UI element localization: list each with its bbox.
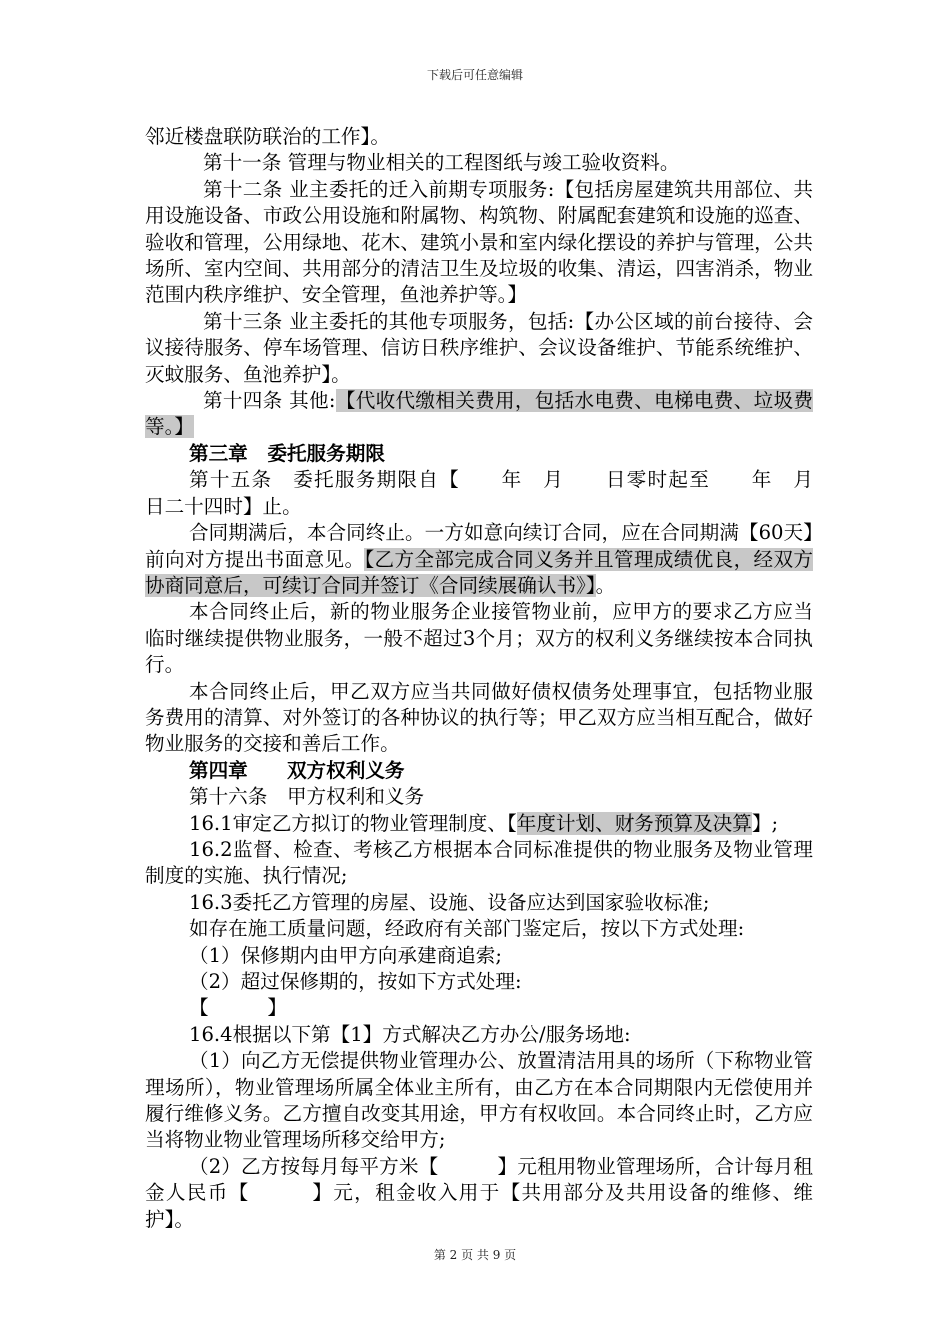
list-item: （2）超过保修期的，按如下方式处理: bbox=[189, 970, 522, 993]
highlighted-text: 年度计划、财务预算及决算 bbox=[516, 811, 752, 835]
clause-end: 】; bbox=[751, 811, 779, 835]
blank-field: 【 】 bbox=[189, 996, 287, 1020]
highlighted-text: 【代收代缴相关费用，包括水电费、电梯电费、垃圾费等。】 bbox=[145, 389, 813, 439]
page-header: 下载后可任意编辑 bbox=[426, 68, 523, 82]
article-11: 第十一条 管理与物业相关的工程图纸与竣工验收资料。 bbox=[203, 151, 680, 175]
clause-16-3: 16.3委托乙方管理的房屋、设施、设备应达到国家验收标准; bbox=[189, 890, 710, 914]
article-16: 第十六条 甲方权利和义务 bbox=[189, 785, 425, 809]
article-14 bbox=[145, 388, 813, 441]
clause-16-2: 16.2监督、检查、考核乙方根据本合同标准提供的物业服务及物业管理制度的实施、执行情况; bbox=[145, 837, 813, 888]
article-15: 第十五条 委托服务期限自【 年 月 日零时起至 年 月 日二十四时】止。 bbox=[145, 468, 833, 518]
document-body bbox=[145, 124, 833, 1233]
page-footer: 第 2 页 共 9 页 bbox=[433, 1248, 517, 1262]
chapter-3-heading: 第三章 委托服务期限 bbox=[189, 441, 385, 465]
renewal-end: 。 bbox=[595, 573, 616, 597]
paragraph: 本合同终止后，新的物业服务企业接管物业前，应甲方的要求乙方应当临时继续提供物业服务，一般不超过3个月；双方的权利义务继续按本合同执行。 bbox=[145, 600, 813, 677]
article-14-label: 第十四条 其他: bbox=[203, 389, 336, 413]
chapter-4-heading: 第四章 双方权利义务 bbox=[189, 758, 405, 782]
highlighted-text: 【乙方全部完成合同义务并且管理成绩优良，经双方协商同意后，可续订合同并签订《合同续展确认书》】 bbox=[145, 547, 814, 597]
clause-text: 16.1审定乙方拟订的物业管理制度、【 bbox=[189, 811, 517, 835]
paragraph bbox=[145, 520, 813, 599]
list-item: （1）向乙方无偿提供物业管理办公、放置清洁用具的场所（下称物业管理场所），物业管理场所属全体业主所有，由乙方在本合同期限内无偿使用并履行维修义务。乙方擅自改变其用途，甲方有权收回。本合同终止时，乙方应当将物业物业管理场所移交给甲方; bbox=[145, 1049, 813, 1152]
list-item: （2）乙方按每月每平方米【 】元租用物业管理场所，合计每月租金人民币【 】元，租金收入用于【共用部分及共用设备的维修、维护】。 bbox=[145, 1154, 813, 1231]
paragraph: 本合同终止后，甲乙双方应当共同做好债权债务处理事宜，包括物业服务费用的清算、对外签订的各种协议的执行等；甲乙双方应当相互配合，做好物业服务的交接和善后工作。 bbox=[145, 679, 813, 756]
renewal-text: 合同期满后，本合同终止。一方如意向续订合同，应在合同期满【60天】前向对方提出书面意见。 bbox=[145, 521, 813, 571]
clause-16-1 bbox=[145, 811, 813, 837]
paragraph: 邻近楼盘联防联治的工作】。 bbox=[145, 125, 390, 148]
article-12: 第十二条 业主委托的迁入前期专项服务:【包括房屋建筑共用部位、共用设施设备、市政公用设施和附属物、构筑物、附属配套建筑和设施的巡查、验收和管理，公用绿地、花木、建筑小景和室内绿化摆设的养护与管理，公共场所、室内空间、共用部分的清洁卫生及垃圾的收集、清运，四害消杀，物业范围内秩序维护、安全管理，鱼池养护等。】 bbox=[145, 177, 813, 307]
clause-16-4: 16.4根据以下第【1】方式解决乙方办公/服务场地: bbox=[189, 1022, 631, 1046]
list-item: （1）保修期内由甲方向承建商追索; bbox=[189, 943, 502, 967]
paragraph: 如存在施工质量问题，经政府有关部门鉴定后，按以下方式处理: bbox=[189, 917, 745, 941]
article-13: 第十三条 业主委托的其他专项服务，包括:【办公区域的前台接待、会议接待服务、停车场管理、信访日秩序维护、会议设备维护、节能系统维护、灭蚊服务、鱼池养护】。 bbox=[145, 309, 813, 386]
